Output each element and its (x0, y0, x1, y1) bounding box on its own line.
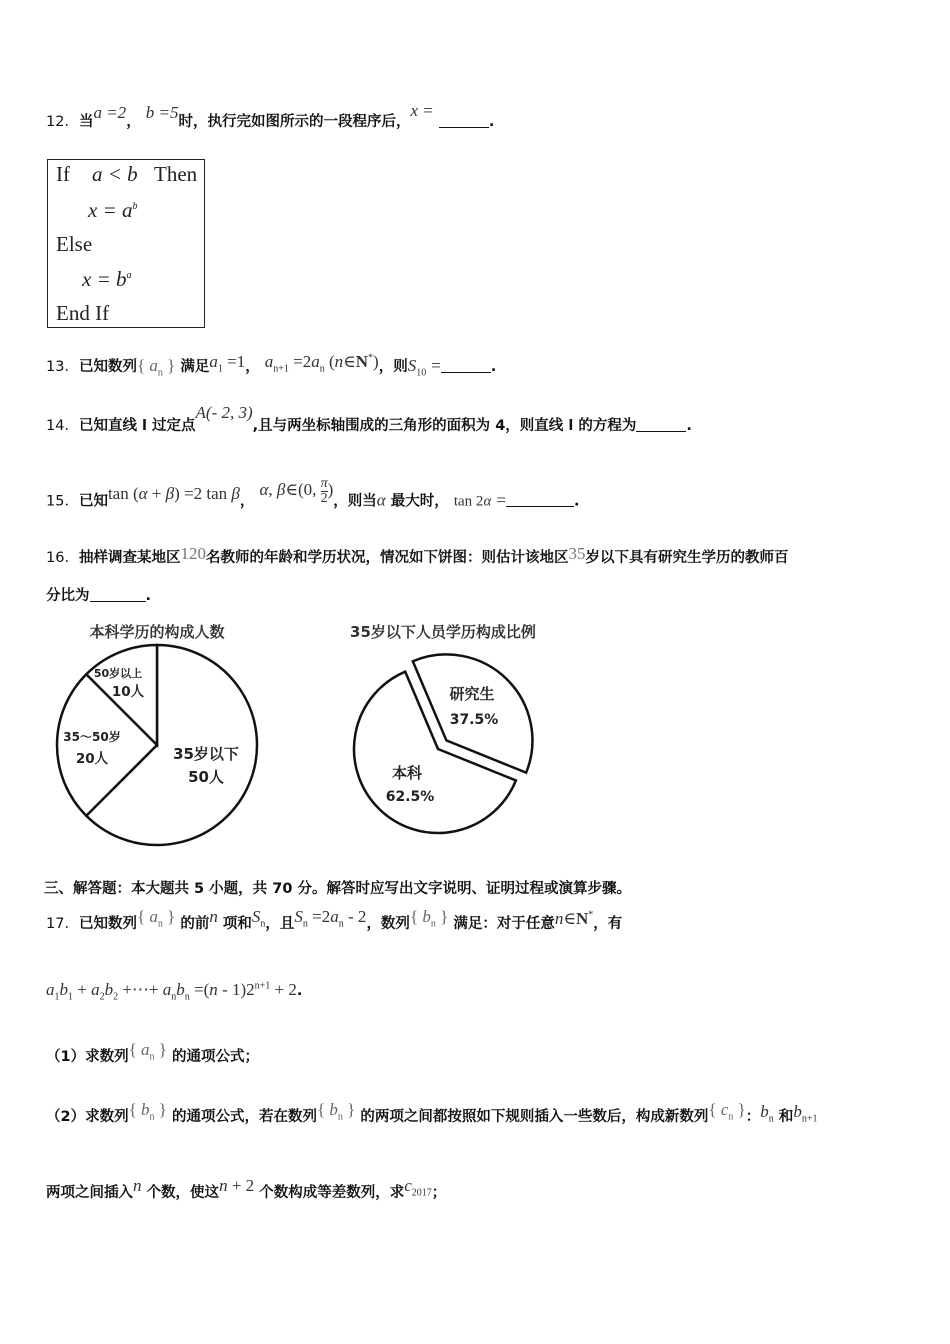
question-number: 17． (46, 916, 79, 932)
section-3-heading: 三、解答题：本大题共 5 小题，共 70 分。解答时应写出文字说明、证明过程或演算步骤。 (44, 881, 631, 897)
chart2-label-grad: 研究生 (449, 685, 495, 703)
program-box: If a < b Then $x = a^b$ Else $x = b^a$ End If (47, 159, 205, 328)
chart1-value-35-50: 20人 (75, 751, 109, 767)
question-16: 16．抽样调查某地区120名教师的年龄和学历状况，情况如下饼图：则估计该地区35岁以下具有研究生学历的教师百 (46, 544, 789, 566)
question-number: 12． (46, 114, 79, 130)
chart2-value-grad: 37.5% (449, 712, 499, 728)
math-x: x = (410, 101, 434, 120)
chart2-value-bachelor: 62.5% (385, 789, 435, 805)
chart1-value-under35: 50人 (188, 768, 224, 786)
math-point: A(- 2, 3) (195, 403, 253, 422)
question-number: 15． (46, 493, 79, 510)
answer-blank (506, 492, 574, 507)
question-15: 15．已知tan (α + β) =2 tan β， α, β∈(0, $\frac{\pi}{2}$ )，则当α 最大时， tan 2α = . (46, 476, 580, 510)
question-number: 16． (46, 550, 79, 566)
question-12: 12．当a =2， b =5时，执行完如图所示的一段程序后，x = . (46, 101, 495, 130)
answer-blank (90, 587, 146, 602)
pie-charts (0, 615, 950, 855)
question-17-part2-cont: 两项之间插入n 个数，使这n + 2 个数构成等差数列，求$c_{2017}$； (46, 1176, 447, 1201)
question-16-cont: 分比为 . (46, 588, 152, 604)
answer-blank (441, 358, 491, 373)
question-number: 13． (46, 359, 79, 375)
pie-chart-2 (354, 654, 532, 833)
chart2-title: 35岁以下人员学历构成比例 (350, 623, 536, 641)
chart1-label-under35: 35岁以下 (173, 745, 239, 763)
math-a-value: a =2 (93, 103, 127, 122)
question-17-formula: $a_1b_1 + a_2b_2$ +⋯+ $a_nb_n =(n - 1)2^{n+1} + 2$. (46, 980, 303, 1003)
answer-blank (636, 417, 686, 432)
chart1-label-35-50: 35～50岁 (63, 730, 121, 744)
chart1-label-over50: 50岁以上 (93, 667, 143, 680)
question-17-part1: （1）求数列{ $a_n$ } 的通项公式； (46, 1040, 259, 1065)
question-13: 13．已知数列{ $a_n$ } 满足$a_1 =1$， $a_{n+1} =2a_n$ (n∈N*)，则$S_{10}$ = . (46, 352, 497, 379)
question-17-part2: （2）求数列{ $b_n$ } 的通项公式，若在数列{ $b_n$ } 的两项之间都按照如下规则插入一些数后，构成新数列{ $c_n$ }：$b_n$ 和$b_{n+1}$ (46, 1100, 818, 1125)
question-14: 14．已知直线 l 过定点A(- 2, 3),且与两坐标轴围成的三角形的面积为 4，则直线 l 的方程为 . (46, 403, 692, 434)
chart1-value-over50: 10人 (111, 684, 145, 700)
question-number: 14． (46, 418, 79, 434)
math-b-value: b =5 (145, 103, 179, 122)
question-17: 17．已知数列{ $a_n$ } 的前n 项和$S_n$，且$S_n =2a_n - 2$，数列{ $b_n$ } 满足：对于任意n∈N*，有 (46, 907, 623, 932)
chart1-title: 本科学历的构成人数 (89, 623, 225, 641)
answer-blank (439, 113, 489, 128)
chart2-label-bachelor: 本科 (391, 764, 423, 782)
